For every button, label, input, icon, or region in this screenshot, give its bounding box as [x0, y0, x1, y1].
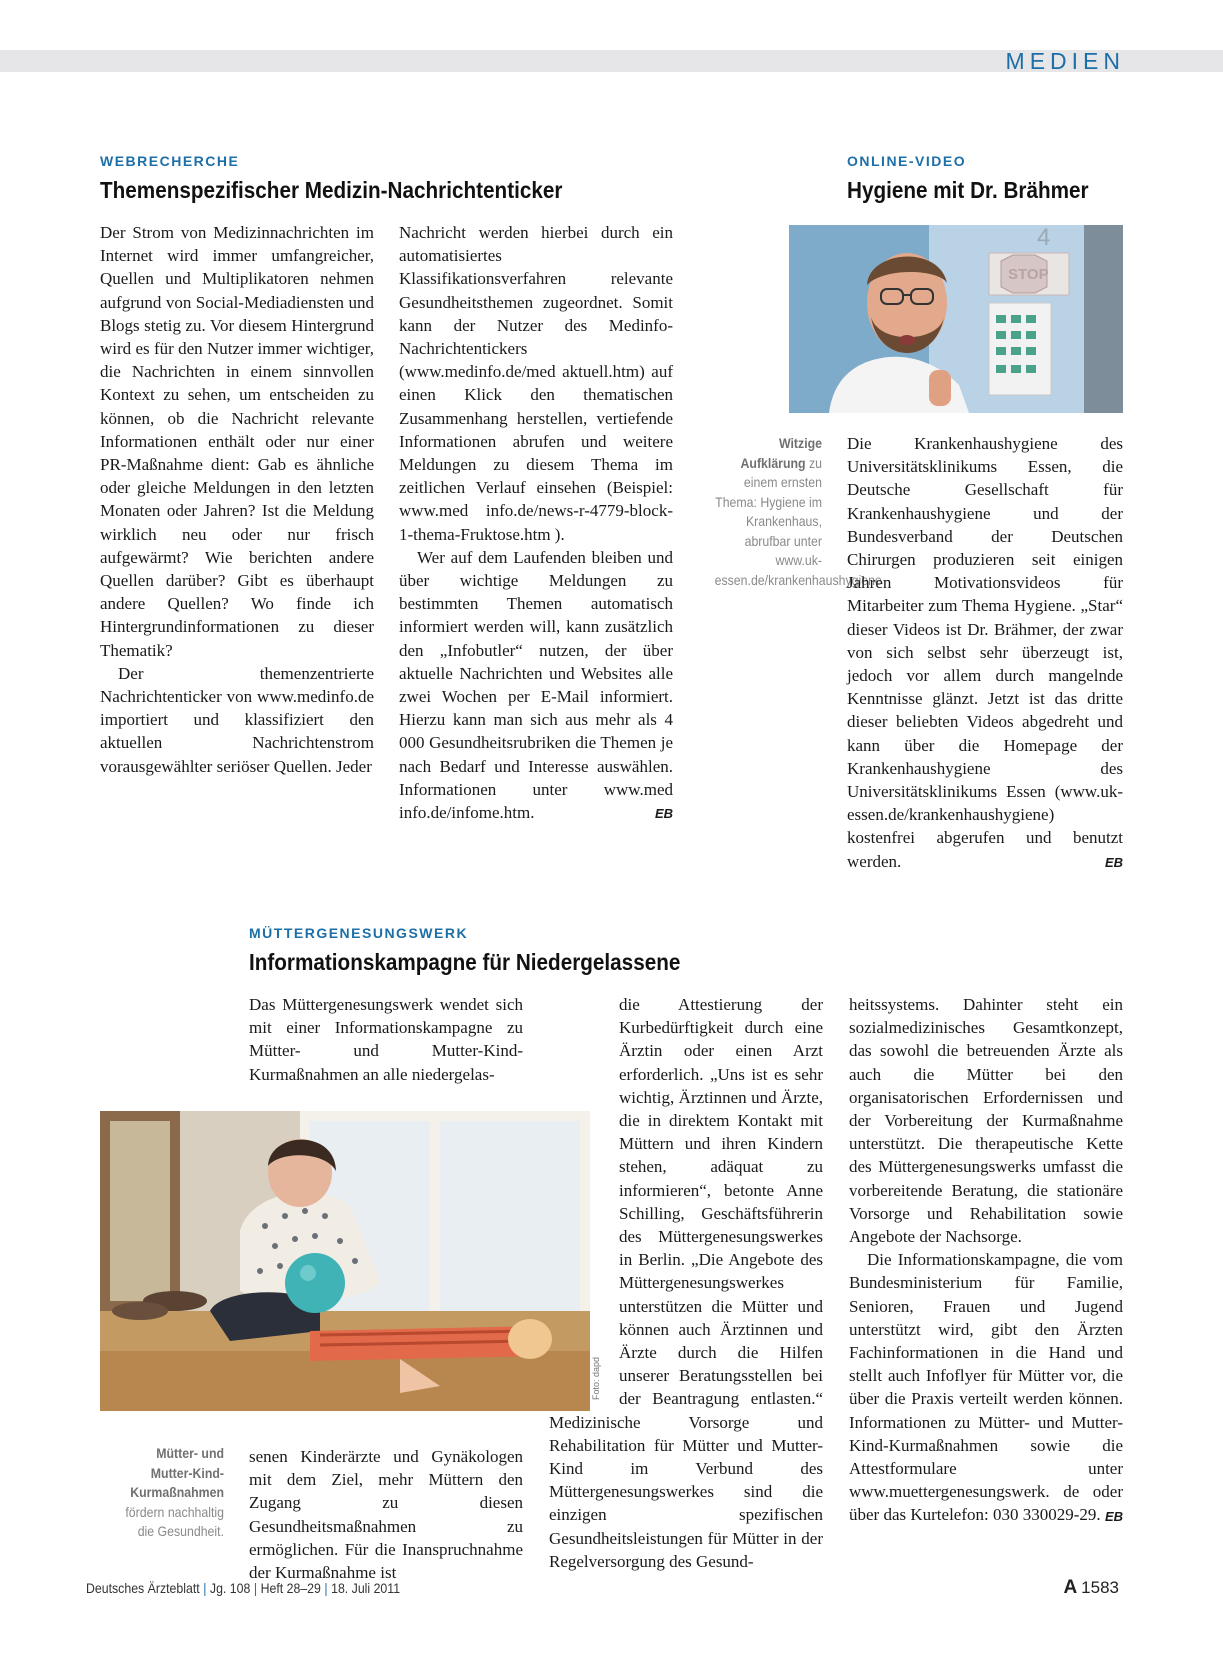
- author-sign: EB: [1104, 854, 1123, 870]
- article2-kicker: ONLINE-VIDEO: [847, 153, 967, 169]
- caption-bold: Mütter- und Mutter-Kind-Kurmaßnahmen: [130, 1445, 224, 1500]
- article3-paragraph: Das Müttergenesungswerk wendet sich mit einer Informationskampagne zu Mütter- und Mutter-Kind-Kurmaßnahmen an alle niedergelas-: [249, 995, 523, 1084]
- article3-column-2: [549, 993, 823, 1573]
- doctor-video-photo: [789, 225, 1123, 413]
- article1-column-2: [399, 221, 673, 825]
- journal-name: Deutsches Ärzteblatt: [86, 1580, 200, 1596]
- article1-paragraph: Wer auf dem Laufenden bleiben und über wichtige Meldungen zu bestimmten Themen automatisch informiert werden will, kann zusätzlich den „Infobutler“ nutzen, der über aktuelle Nachrichten und Websites alle zwei Wochen per E-Mail informiert. Hierzu kann man sich aus mehr als 4 000 Gesundheitsrubriken die Themen je nach Bedarf und Interesse auswählen. Informationen unter www.med info.de/infome.htm.: [399, 547, 673, 823]
- author-sign: EB: [1104, 1508, 1123, 1524]
- article3-title: Informationskampagne für Niedergelassene: [249, 949, 681, 975]
- article3-caption: [115, 1444, 224, 1542]
- article2-paragraph: Die Krankenhaushygiene des Universitätsklinikums Essen, die Deutsche Gesellschaft für Krankenhaushygiene und der Bundesverband der Deutschen Chirurgen produzieren seit einigen Jahren Motivationsvideos für Mitarbeiter zum Thema Hygiene. „Star“ dieser Videos ist Dr. Brähmer, der zwar von sich selbst sehr überzeugt ist, jedoch vor allem durch mangelnde Kenntnisse glänzt. Jetzt ist das dritte dieser beliebten Videos abgedreht und kann über die Homepage der Krankenhaushygiene des Universitätsklinikums Essen (www.uk-essen.de/krankenhaushygiene) kostenfrei abgerufen und benutzt werden.: [847, 434, 1123, 871]
- article1-paragraph: Nachricht werden hierbei durch ein automatisiertes Klassifikationsverfahren relevante Gesundheitsthemen zugeordnet. Somit kann der Nutzer des Medinfo-Nachrichtentickers (www.medinfo.de/med aktuell.htm) auf einen Klick den thematischen Zusammenhang herstellen, vertiefende Informationen abrufen und weitere Meldungen zu diesem Thema im zeitlichen Verlauf einsehen (Beispiel: www.med info.de/news-r-4779-block-1-thema-Fruktose.htm ).: [399, 223, 673, 544]
- page-number: [1063, 1577, 1119, 1599]
- mother-child-photo: [100, 1111, 590, 1411]
- article2-body: [847, 432, 1123, 874]
- article3-paragraph: die Attestierung der Kurbedürftigkeit durch eine Ärztin oder einen Arzt erforderlich. „Uns ist es sehr wichtig, Ärztinnen und Ärzte, die in direktem Kontakt mit Müttern und ihren Kindern stehen, adäquat zu informieren“, betonte Anne Schilling, Geschäftsführerin des Müttergenesungswerkes in Berlin. „Die Angebote des Müttergenesungswerkes unterstützen die Mütter und können auch Ärztinnen und Ärzte durch die Hilfen unserer Beratungsstellen bei der Beantragung entlasten.“ Medizinische Vorsorge und Rehabilitation für Mütter und Mutter-Kind im Verbund des Müttergenesungswerkes sind die einzigen spezifischen Gesundheitsleistungen für Mütter in der Regelversorgung des Gesund-: [549, 995, 823, 1571]
- article1-paragraph: Der themenzentrierte Nachrichtenticker von www.medinfo.de importiert und klassifiziert den aktuellen Nachrichtenstrom vorausgewählter seriöser Quellen. Jeder: [100, 663, 374, 776]
- stop-sign-text: STOP: [1008, 266, 1049, 283]
- article3-paragraph: Die Informationskampagne, die vom Bundesministerium für Familie, Senioren, Frauen und Jugend unterstützt wird, gibt den Ärzten Fachinformationen in die Hand und stellt auch Infoflyer für Mütter vor, die über die Praxis verteilt werden können. Informationen zu Mütter- und Mutter-Kind-Kurmaßnahmen sowie die Attestformulare unter www.muettergenesungswerk. de oder über das Kurtelefon: 030 330029-29.: [849, 1250, 1123, 1525]
- page-prefix: A: [1063, 1577, 1078, 1598]
- article1-column-1: [100, 221, 374, 778]
- article3-column-3: [849, 993, 1123, 1528]
- caption-text: zu einem ernsten Thema: Hygiene im Krankenhaus, abrufbar unter www.uk-essen.de/krankenhaushygiene: [714, 454, 882, 588]
- article3-paragraph: senen Kinderärzte und Gynäkologen mit dem Ziel, mehr Müttern den Zugang zu diesen Gesundheitsmaßnahmen zu ermöglichen. Für die Inanspruchnahme der Kurmaßnahme ist: [249, 1447, 523, 1583]
- article3-paragraph: heitssystems. Dahinter steht ein sozialmedizinisches Gesamtkonzept, das sowohl die betreuenden Ärzte als auch die Mütter bei den organisatorischen Erfordernissen und der Vorbereitung der Kurmaßnahme unterstützt. Die therapeutische Kette des Müttergenesungswerks umfasst die vorbereitende Beratung, die stationäre Vorsorge und Rehabilitation sowie Angebote der Nachsorge.: [849, 995, 1123, 1247]
- article3-column-1-top: [249, 993, 523, 1086]
- section-label: MEDIEN: [1005, 48, 1125, 74]
- article1-kicker: WEBRECHERCHE: [100, 153, 240, 169]
- author-sign: EB: [654, 806, 673, 822]
- article3-column-1-bottom: [249, 1445, 523, 1584]
- photo-wrap-spacer: [549, 1039, 619, 1409]
- page-number-value: 1583: [1081, 1578, 1119, 1597]
- date: 18. Juli 2011: [331, 1580, 401, 1596]
- caption-bold: Witzige Aufklärung: [740, 435, 822, 471]
- volume: Jg. 108: [209, 1580, 251, 1596]
- article2-title: Hygiene mit Dr. Brähmer: [847, 177, 1089, 203]
- footer-citation: Deutsches Ärzteblatt | Jg. 108 | Heft 28–29 | 18. Juli 2011: [86, 1580, 401, 1596]
- article3-kicker: MÜTTERGENESUNGSWERK: [249, 925, 469, 941]
- caption-text: fördern nachhaltig die Gesundheit.: [125, 1503, 224, 1539]
- issue: Heft 28–29: [260, 1580, 321, 1596]
- article1-paragraph: Der Strom von Medizinnachrichten im Internet wird immer umfangreicher, Quellen und Multiplikatoren nehmen aufgrund von Social-Mediadiensten und Blogs stetig zu. Vor diesem Hintergrund wird es für den Nutzer immer wichtiger, die Nachrichten in einem sinnvollen Kontext zu sehen, um entscheiden zu können, ob die Nachricht relevante Informationen enthält oder nur einer PR-Maßnahme dient: Gab es ähnliche oder gleiche Meldungen in den letzten Monaten oder Jahren? Ist die Meldung wirklich neu oder nur frisch aufgewärmt? Wie berichten andere Quellen darüber? Gibt es überhaupt andere Quellen? Wo finde ich Hintergrundinformationen zu dieser Thematik?: [100, 223, 374, 660]
- article1-title: Themenspezifischer Medizin-Nachrichtenticker: [100, 177, 563, 203]
- room-number: 4: [1037, 225, 1051, 251]
- article2-caption: [714, 434, 882, 590]
- photo-credit: Foto: dapd: [591, 1356, 601, 1400]
